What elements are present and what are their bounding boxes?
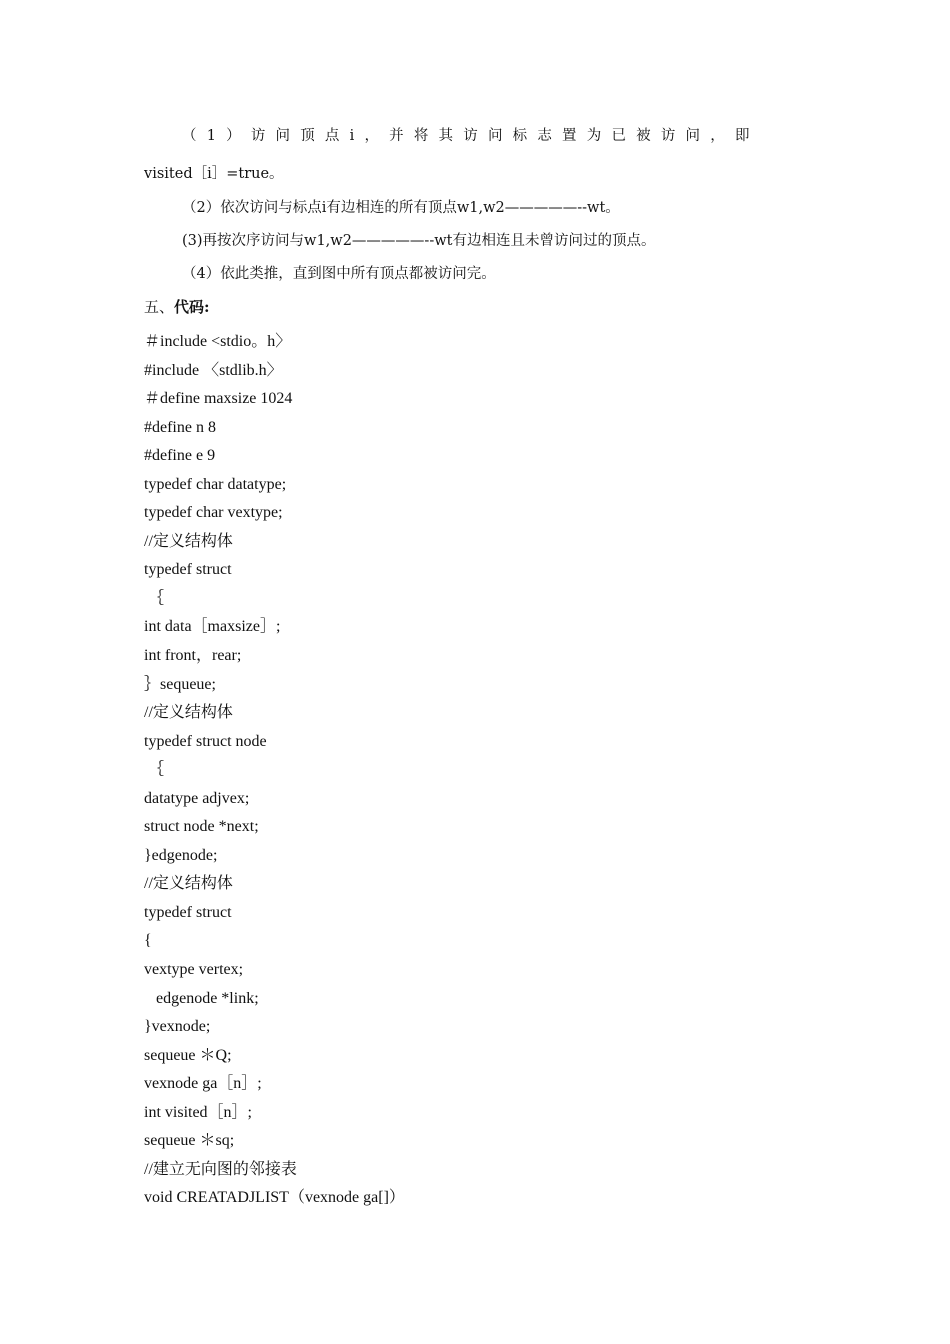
code-line: typedef char vextype;: [144, 504, 283, 522]
section-title: 代码:: [174, 298, 210, 316]
code-line: vexnode ga［n］;: [144, 1075, 262, 1093]
code-line: typedef struct: [144, 561, 232, 579]
code-line: datatype adjvex;: [144, 789, 250, 807]
code-line: edgenode *link;: [144, 989, 259, 1007]
code-line: int visited［n］;: [144, 1103, 253, 1121]
code-line: {: [144, 932, 152, 950]
code-line: //定义结构体: [144, 875, 233, 893]
step-1-line-1: （1）访问顶点i，并将其访问标志置为已被访问，即: [182, 128, 760, 144]
section-number: 五、: [144, 298, 175, 316]
code-line: void CREATADJLIST（vexnode ga[]）: [144, 1189, 405, 1207]
code-line: sequeue ＊sq;: [144, 1132, 235, 1150]
section-heading: [144, 297, 210, 317]
code-line: ｝sequeue;: [144, 675, 216, 693]
code-line: int front，rear;: [144, 647, 242, 665]
code-line: ｛: [144, 761, 165, 779]
code-line: sequeue ＊Q;: [144, 1046, 232, 1064]
code-line: typedef struct: [144, 903, 232, 921]
step-1-line-2: visited［i］=true。: [144, 166, 284, 182]
code-line: #define e 9: [144, 447, 216, 465]
step-3: (3)再按次序访问与w1,w2—————--wt有边相连且未曾访问过的顶点。: [182, 233, 656, 249]
code-line: typedef struct node: [144, 732, 267, 750]
step-4: （4）依此类推，直到图中所有顶点都被访问完。: [182, 266, 496, 282]
code-line: int data［maxsize］;: [144, 618, 281, 636]
code-line: }edgenode;: [144, 846, 218, 864]
step-2: （2）依次访问与标点i有边相连的所有顶点w1,w2—————--wt。: [182, 200, 620, 216]
code-line: //建立无向图的邻接表: [144, 1160, 297, 1178]
code-line: #define n 8: [144, 418, 216, 436]
code-line: #include 〈stdlib.h〉: [144, 361, 283, 379]
code-line: ＃include <stdio。h〉: [144, 333, 292, 350]
code-line: struct node *next;: [144, 818, 259, 836]
code-line: }vexnode;: [144, 1018, 211, 1036]
code-line: ｛: [144, 589, 165, 607]
code-line: //定义结构体: [144, 532, 233, 550]
code-block: [144, 328, 405, 1213]
code-line: //定义结构体: [144, 704, 233, 722]
code-line: ＃define maxsize 1024: [144, 390, 293, 408]
code-line: vextype vertex;: [144, 961, 244, 979]
code-line: typedef char datatype;: [144, 475, 287, 493]
